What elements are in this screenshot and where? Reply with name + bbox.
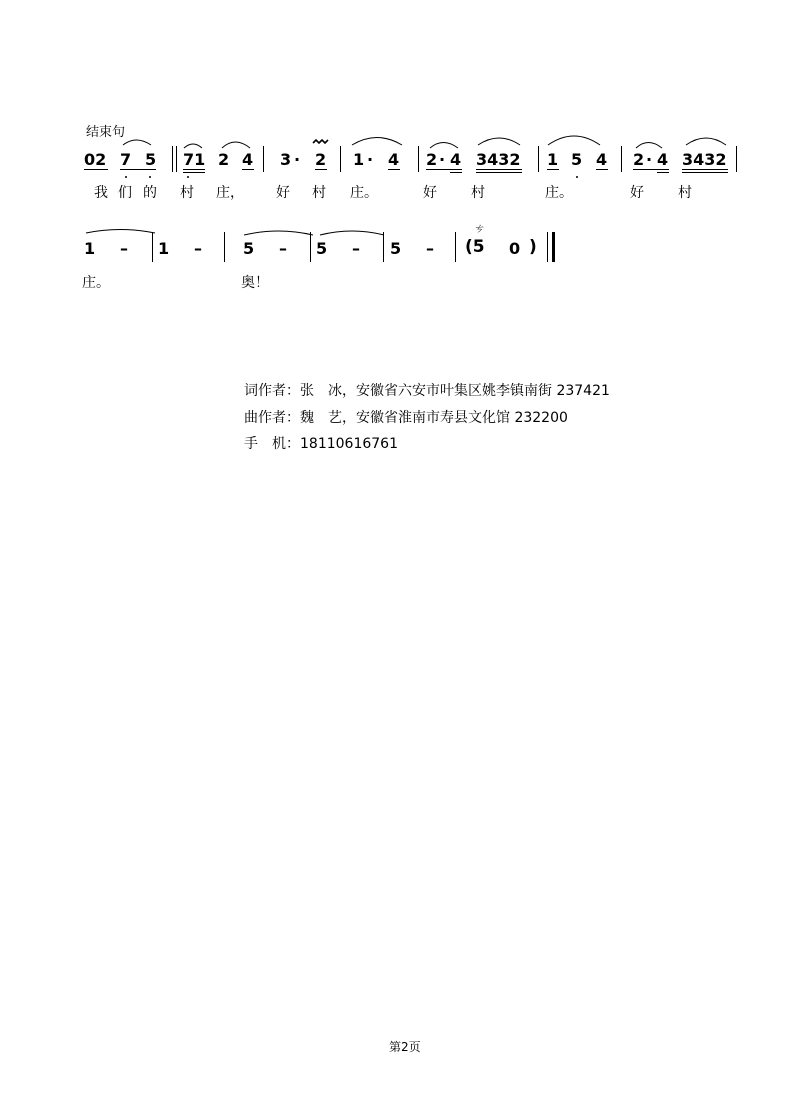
lyric: 庄，: [216, 185, 244, 201]
octave-dot: [125, 176, 127, 178]
beam-line: [84, 169, 108, 170]
lyric: 我: [94, 185, 108, 201]
note: 5: [571, 150, 583, 169]
beam-line: [315, 169, 327, 170]
note: 4: [388, 150, 400, 169]
dash: –: [352, 239, 360, 258]
note: 1: [158, 239, 170, 258]
page-number: 第2页: [389, 1040, 421, 1054]
performance-marking: ㄘ: [473, 222, 484, 235]
beam-line: [657, 172, 669, 173]
bar-line: [736, 146, 737, 172]
beam-line: [476, 172, 522, 173]
beam-line: [450, 172, 462, 173]
note: 3432: [682, 150, 727, 169]
rest: 0: [509, 239, 521, 258]
final-bar-thick: [552, 232, 555, 262]
lyric: 庄。: [82, 275, 110, 291]
dash: –: [426, 239, 434, 258]
note: (5: [465, 237, 485, 257]
section-label: 结束句: [86, 125, 126, 140]
lyric: 好: [276, 185, 290, 201]
bar-line: [224, 232, 225, 262]
bar-line: [176, 146, 177, 172]
paren-close: ): [529, 237, 537, 257]
beam-line: [633, 169, 669, 170]
note: 2: [218, 150, 230, 169]
dash: –: [120, 239, 128, 258]
bar-line: [455, 232, 456, 262]
note: 5: [316, 239, 328, 258]
lyric: 庄。: [545, 185, 573, 201]
lyric: 好: [423, 185, 437, 201]
beam-line: [547, 169, 559, 170]
lyric: 们: [118, 185, 132, 201]
dot-sign: ·: [439, 150, 446, 169]
lyric: 好: [630, 185, 644, 201]
final-bar-thin: [547, 232, 548, 262]
octave-dot: [149, 176, 151, 178]
note: 5: [390, 239, 402, 258]
bar-line: [310, 232, 311, 262]
lyric: 村: [180, 185, 194, 201]
beam-line: [682, 172, 728, 173]
octave-dot: [187, 176, 189, 178]
beam-line: [682, 169, 728, 170]
lyric: 村: [471, 185, 485, 201]
lyric: 庄。: [350, 185, 378, 201]
bar-line: [621, 146, 622, 172]
bar-line: [152, 232, 153, 262]
note: 5: [243, 239, 255, 258]
bar-line: [340, 146, 341, 172]
beam-line: [388, 169, 400, 170]
dot-sign: ·: [367, 150, 374, 169]
note: 7: [120, 150, 132, 169]
bar-line: [383, 232, 384, 262]
bar-line: [172, 146, 173, 172]
phone-credit: 手 机：18110616761: [244, 436, 398, 452]
note: 3: [280, 150, 292, 169]
lyricist-credit: 词作者：张 冰，安徽省六安市叶集区姚李镇南街 237421: [244, 383, 610, 399]
note: 4: [657, 150, 669, 169]
note: 02: [84, 150, 107, 169]
beam-line: [120, 169, 156, 170]
dash: –: [194, 239, 202, 258]
dash: –: [279, 239, 287, 258]
note: 2: [633, 150, 645, 169]
dot-sign: ·: [294, 150, 301, 169]
bar-line: [418, 146, 419, 172]
note: 1: [353, 150, 365, 169]
dot-sign: ·: [646, 150, 653, 169]
bar-line: [263, 146, 264, 172]
octave-dot: [576, 176, 578, 178]
beam-line: [596, 169, 608, 170]
lyric: 的: [143, 185, 157, 201]
note: 4: [450, 150, 462, 169]
note: 5: [145, 150, 157, 169]
note: 71: [183, 150, 206, 169]
note: 3432: [476, 150, 521, 169]
note: 2: [426, 150, 438, 169]
beam-line: [242, 169, 254, 170]
note: 4: [242, 150, 254, 169]
note: 2: [315, 150, 327, 169]
lyric: 村: [678, 185, 692, 201]
beam-line: [426, 169, 462, 170]
note: 1: [84, 239, 96, 258]
note: 1: [547, 150, 559, 169]
composer-credit: 曲作者：魏 艺，安徽省淮南市寿县文化馆 232200: [244, 410, 568, 426]
note: 4: [596, 150, 608, 169]
beam-line: [183, 169, 205, 170]
beam-line: [183, 172, 205, 173]
lyric: 村: [312, 185, 326, 201]
bar-line: [538, 146, 539, 172]
lyric: 奥！: [241, 275, 269, 291]
beam-line: [476, 169, 522, 170]
